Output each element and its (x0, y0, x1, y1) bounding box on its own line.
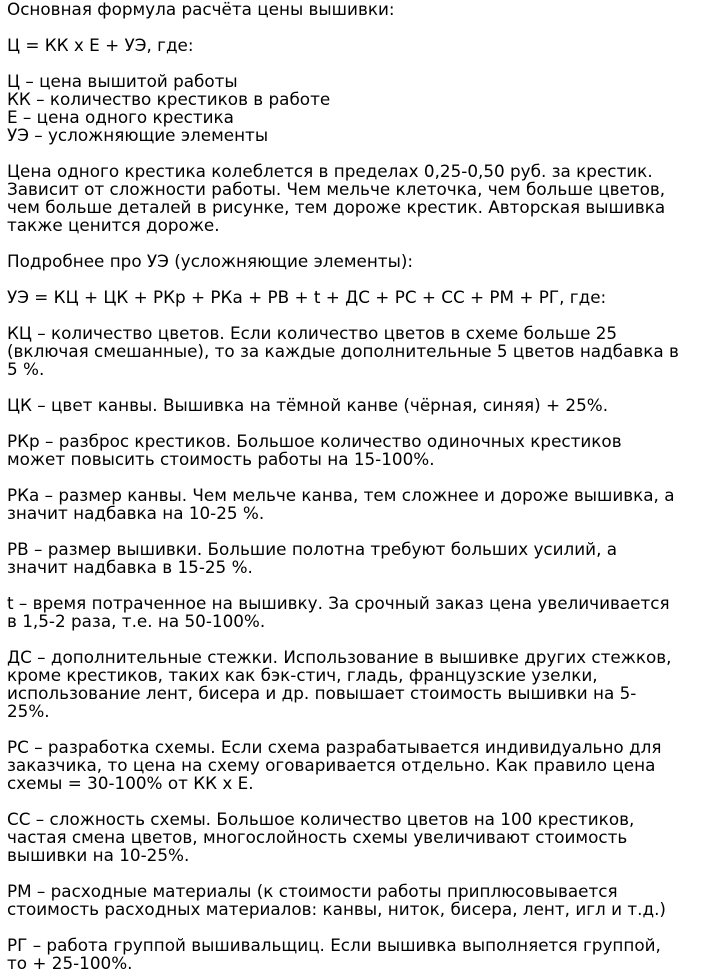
formula-legend (7, 72, 701, 144)
ue-formula (7, 288, 701, 306)
text-line: использование лент, бисера и др. повышает стоимость вышивки на 5- (7, 683, 637, 703)
ue-item-ck (7, 396, 701, 414)
text-line: СС – сложность схемы. Большое количество цветов на 100 крестиков, (7, 809, 635, 829)
intro-title (7, 0, 701, 18)
text-line: РКр – разброс крестиков. Большое количество одиночных крестиков (7, 431, 622, 451)
legend-line: Ц – цена вышитой работы (7, 71, 238, 91)
text-line: КЦ – количество цветов. Если количество цветов в схеме больше 25 (7, 323, 618, 343)
text-line: стоимость расходных материалов: канвы, ниток, бисера, лент, игл и т.д.) (7, 899, 666, 919)
text-line: может повысить стоимость работы на 15-100%. (7, 449, 435, 469)
text-line: также ценится дороже. (7, 215, 220, 235)
text-line: Ц = КК х Е + УЭ, где: (7, 35, 194, 55)
paragraph-gap (7, 864, 701, 882)
text-line: частая смена цветов, многослойность схемы увеличивают стоимость (7, 827, 628, 847)
text-line: Зависит от сложности работы. Чем мельче клеточка, чем больше цветов, (7, 179, 666, 199)
paragraph-gap (7, 414, 701, 432)
ue-title (7, 252, 701, 270)
paragraph-gap (7, 54, 701, 72)
text-line: Основная формула расчёта цены вышивки: (7, 0, 395, 19)
text-line: в 1,5-2 раза, т.е. на 50-100%. (7, 611, 266, 631)
legend-line: УЭ – усложняющие элементы (7, 125, 269, 145)
paragraph-gap (7, 378, 701, 396)
paragraph-gap (7, 576, 701, 594)
text-line: 25%. (7, 701, 50, 721)
text-line: РКа – размер канвы. Чем мельче канва, тем сложнее и дороже вышивка, а (7, 485, 675, 505)
text-line: РС – разработка схемы. Если схема разрабатывается индивидуально для (7, 737, 662, 757)
text-line: РВ – размер вышивки. Большие полотна требуют больших усилий, а (7, 539, 618, 559)
text-line: значит надбавка в 15-25 %. (7, 557, 253, 577)
paragraph-gap (7, 270, 701, 288)
text-line: чем больше деталей в рисунке, тем дороже крестик. Авторская вышивка (7, 197, 666, 217)
text-line: схемы = 30-100% от КК х Е. (7, 773, 254, 793)
paragraph-gap (7, 144, 701, 162)
paragraph-gap (7, 792, 701, 810)
main-formula (7, 36, 701, 54)
text-line: заказчика, то цена на схему оговаривается отдельно. Как правило цена (7, 755, 656, 775)
legend-line: КК – количество крестиков в работе (7, 89, 331, 109)
text-line: 5 %. (7, 359, 45, 379)
text-line: УЭ = КЦ + ЦК + РКр + РКа + РВ + t + ДС + РС + СС + РМ + РГ, где: (7, 287, 607, 307)
text-line: вышивки на 10-25%. (7, 845, 190, 865)
text-line: значит надбавка на 10-25 %. (7, 503, 265, 523)
ue-item-kc (7, 324, 701, 378)
paragraph-gap (7, 306, 701, 324)
ue-item-rka (7, 486, 701, 522)
ue-item-ss (7, 810, 701, 864)
paragraph-gap (7, 18, 701, 36)
paragraph-gap (7, 720, 701, 738)
legend-line: Е – цена одного крестика (7, 107, 234, 127)
text-line: (включая смешанные), то за каждые дополнительные 5 цветов надбавка в (7, 341, 679, 361)
text-line: РМ – расходные материалы (к стоимости работы приплюсовывается (7, 881, 618, 901)
paragraph-gap (7, 468, 701, 486)
ue-item-rkr (7, 432, 701, 468)
paragraph-gap (7, 630, 701, 648)
ue-item-rm (7, 882, 701, 918)
text-line: ЦК – цвет канвы. Вышивка на тёмной канве (чёрная, синяя) + 25%. (7, 395, 609, 415)
text-line: кроме крестиков, таких как бэк-стич, гладь, французские узелки, (7, 665, 598, 685)
text-line: РГ – работа группой вышивальщиц. Если вышивка выполняется группой, (7, 935, 661, 955)
text-line: t – время потраченное на вышивку. За срочный заказ цена увеличивается (7, 593, 670, 613)
paragraph-gap (7, 234, 701, 252)
document-body (7, 0, 701, 972)
text-line: ДС – дополнительные стежки. Использование в вышивке других стежков, (7, 647, 672, 667)
paragraph-gap (7, 522, 701, 540)
text-line: Цена одного крестика колеблется в пределах 0,25-0,50 руб. за крестик. (7, 161, 653, 181)
ue-item-rv (7, 540, 701, 576)
ue-item-rs (7, 738, 701, 792)
ue-item-ds (7, 648, 701, 720)
ue-item-rg (7, 936, 701, 972)
text-line: Подробнее про УЭ (усложняющие элементы): (7, 251, 414, 271)
ue-item-t (7, 594, 701, 630)
paragraph-gap (7, 918, 701, 936)
text-line: то + 25-100%. (7, 953, 133, 973)
price-paragraph (7, 162, 701, 234)
